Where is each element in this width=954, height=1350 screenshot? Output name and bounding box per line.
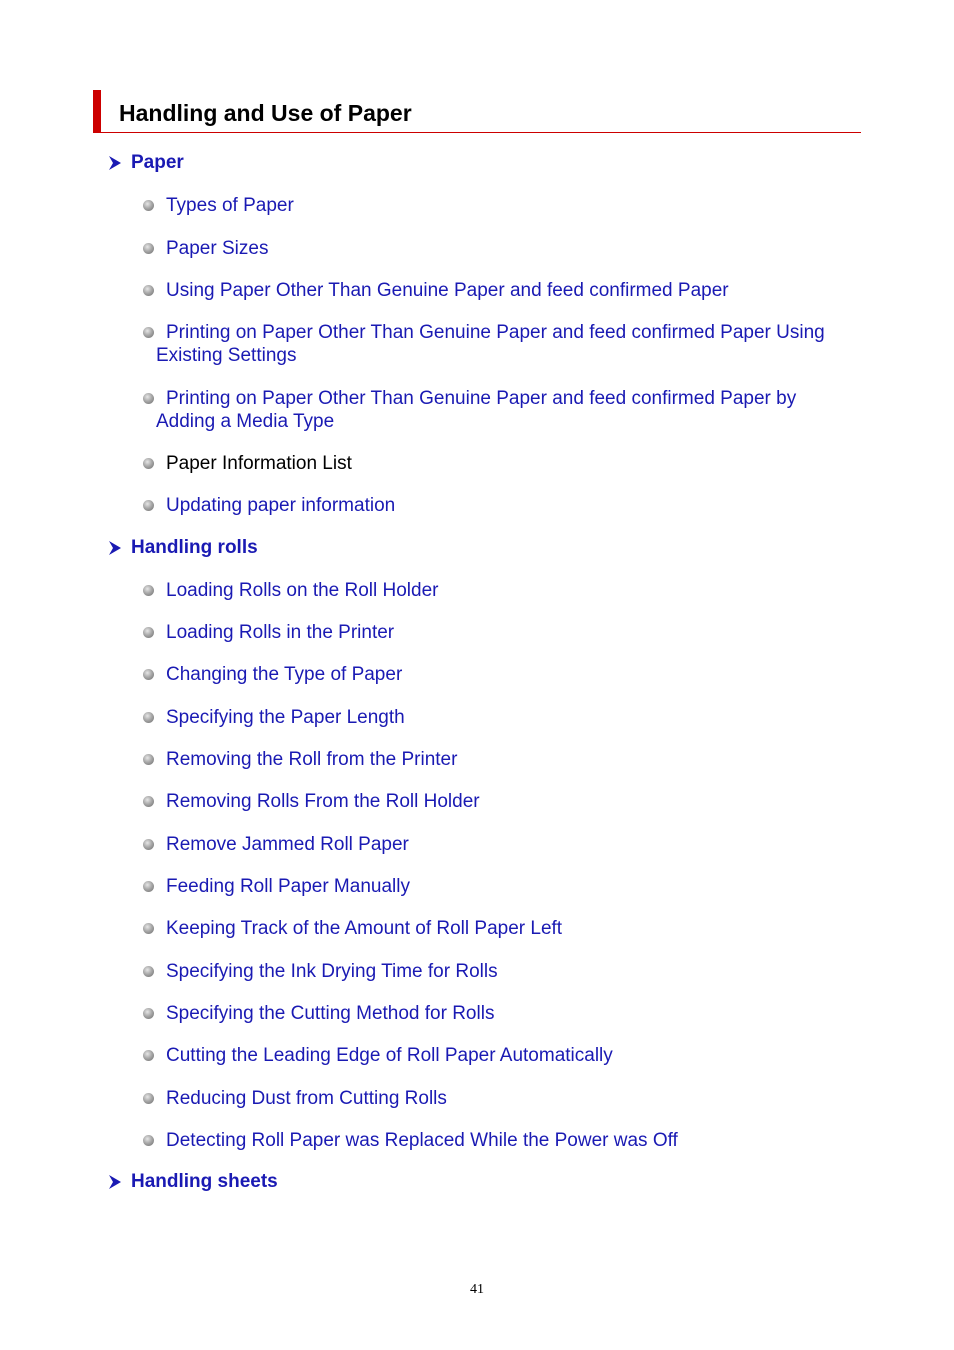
link-loading-rolls-printer[interactable]: Loading Rolls in the Printer — [166, 622, 395, 643]
link-printing-media-type-cont[interactable]: Adding a Media Type — [156, 411, 335, 432]
list-item-roll-7[interactable] — [143, 833, 843, 856]
link-cutting-method[interactable]: Specifying the Cutting Method for Rolls — [166, 1003, 495, 1024]
list-item-roll-4[interactable] — [143, 706, 843, 729]
link-printing-existing-settings[interactable]: Printing on Paper Other Than Genuine Paper and feed confirmed Paper Using — [166, 322, 825, 343]
list-item-roll-13[interactable] — [143, 1087, 843, 1110]
bullet-icon — [143, 839, 154, 850]
list-item-printing-media-type[interactable] — [143, 387, 843, 433]
link-removing-rolls-holder[interactable]: Removing Rolls From the Roll Holder — [166, 791, 480, 812]
bullet-icon — [143, 1135, 154, 1146]
bullet-icon — [143, 796, 154, 807]
link-updating-paper-info[interactable]: Updating paper information — [166, 495, 396, 516]
link-detecting-roll-replaced[interactable]: Detecting Roll Paper was Replaced While the Power was Off — [166, 1130, 678, 1151]
bullet-icon — [143, 327, 154, 338]
list-item-roll-12[interactable] — [143, 1044, 843, 1067]
list-item-roll-2[interactable] — [143, 621, 843, 644]
link-types-of-paper[interactable]: Types of Paper — [166, 195, 294, 216]
link-keeping-track-roll[interactable]: Keeping Track of the Amount of Roll Paper Left — [166, 918, 563, 939]
link-printing-existing-settings-cont[interactable]: Existing Settings — [156, 345, 297, 366]
list-item-roll-14[interactable] — [143, 1129, 843, 1152]
list-item-printing-existing-settings[interactable] — [143, 321, 843, 367]
bullet-icon — [143, 200, 154, 211]
link-reducing-dust[interactable]: Reducing Dust from Cutting Rolls — [166, 1088, 447, 1109]
section-handling-rolls[interactable] — [108, 536, 258, 560]
bullet-icon — [143, 627, 154, 638]
bullet-icon — [143, 669, 154, 680]
list-item-roll-10[interactable] — [143, 960, 843, 983]
link-changing-paper-type[interactable]: Changing the Type of Paper — [166, 664, 403, 685]
page-number: 41 — [470, 1282, 484, 1297]
link-printing-media-type[interactable]: Printing on Paper Other Than Genuine Paper and feed confirmed Paper by — [166, 388, 797, 409]
bullet-icon — [143, 1050, 154, 1061]
bullet-icon — [143, 923, 154, 934]
bullet-icon — [143, 1008, 154, 1019]
list-item-updating-paper-info[interactable] — [143, 494, 843, 517]
bullet-icon — [143, 1093, 154, 1104]
link-using-other-paper[interactable]: Using Paper Other Than Genuine Paper and feed confirmed Paper — [166, 280, 729, 301]
bullet-icon — [143, 966, 154, 977]
section-handling-sheets[interactable] — [108, 1170, 278, 1194]
list-item-roll-5[interactable] — [143, 748, 843, 771]
list-item-paper-information-list — [143, 452, 843, 475]
list-item-paper-sizes[interactable] — [143, 237, 843, 260]
bullet-icon — [143, 500, 154, 511]
page-heading — [93, 90, 861, 133]
page-title: Handling and Use of Paper — [119, 100, 412, 126]
heading-accent-bar — [93, 90, 101, 133]
link-loading-rolls-holder[interactable]: Loading Rolls on the Roll Holder — [166, 580, 439, 601]
bullet-icon — [143, 243, 154, 254]
bullet-icon — [143, 881, 154, 892]
section-paper[interactable] — [108, 151, 184, 175]
link-cutting-leading-edge[interactable]: Cutting the Leading Edge of Roll Paper Automatically — [166, 1045, 613, 1066]
bullet-icon — [143, 458, 154, 469]
link-feeding-roll-manually[interactable]: Feeding Roll Paper Manually — [166, 876, 410, 897]
chevron-right-icon — [108, 540, 122, 556]
link-remove-jammed-roll[interactable]: Remove Jammed Roll Paper — [166, 834, 409, 855]
section-handling-sheets-label[interactable]: Handling sheets — [131, 1171, 278, 1192]
chevron-right-icon — [108, 1174, 122, 1190]
bullet-icon — [143, 712, 154, 723]
list-item-roll-9[interactable] — [143, 917, 843, 940]
section-paper-label[interactable]: Paper — [131, 152, 184, 173]
bullet-icon — [143, 393, 154, 404]
list-item-roll-6[interactable] — [143, 790, 843, 813]
link-removing-roll-printer[interactable]: Removing the Roll from the Printer — [166, 749, 458, 770]
chevron-right-icon — [108, 155, 122, 171]
section-handling-rolls-label[interactable]: Handling rolls — [131, 537, 258, 558]
list-item-roll-11[interactable] — [143, 1002, 843, 1025]
link-specifying-paper-length[interactable]: Specifying the Paper Length — [166, 707, 405, 728]
link-paper-sizes[interactable]: Paper Sizes — [166, 238, 269, 259]
list-item-roll-3[interactable] — [143, 663, 843, 686]
text-paper-information-list: Paper Information List — [166, 453, 352, 474]
bullet-icon — [143, 585, 154, 596]
list-item-roll-8[interactable] — [143, 875, 843, 898]
list-item-using-other-paper[interactable] — [143, 279, 843, 302]
list-item-types-of-paper[interactable] — [143, 194, 843, 217]
link-ink-drying-time[interactable]: Specifying the Ink Drying Time for Rolls — [166, 961, 498, 982]
bullet-icon — [143, 285, 154, 296]
bullet-icon — [143, 754, 154, 765]
list-item-roll-1[interactable] — [143, 579, 843, 602]
